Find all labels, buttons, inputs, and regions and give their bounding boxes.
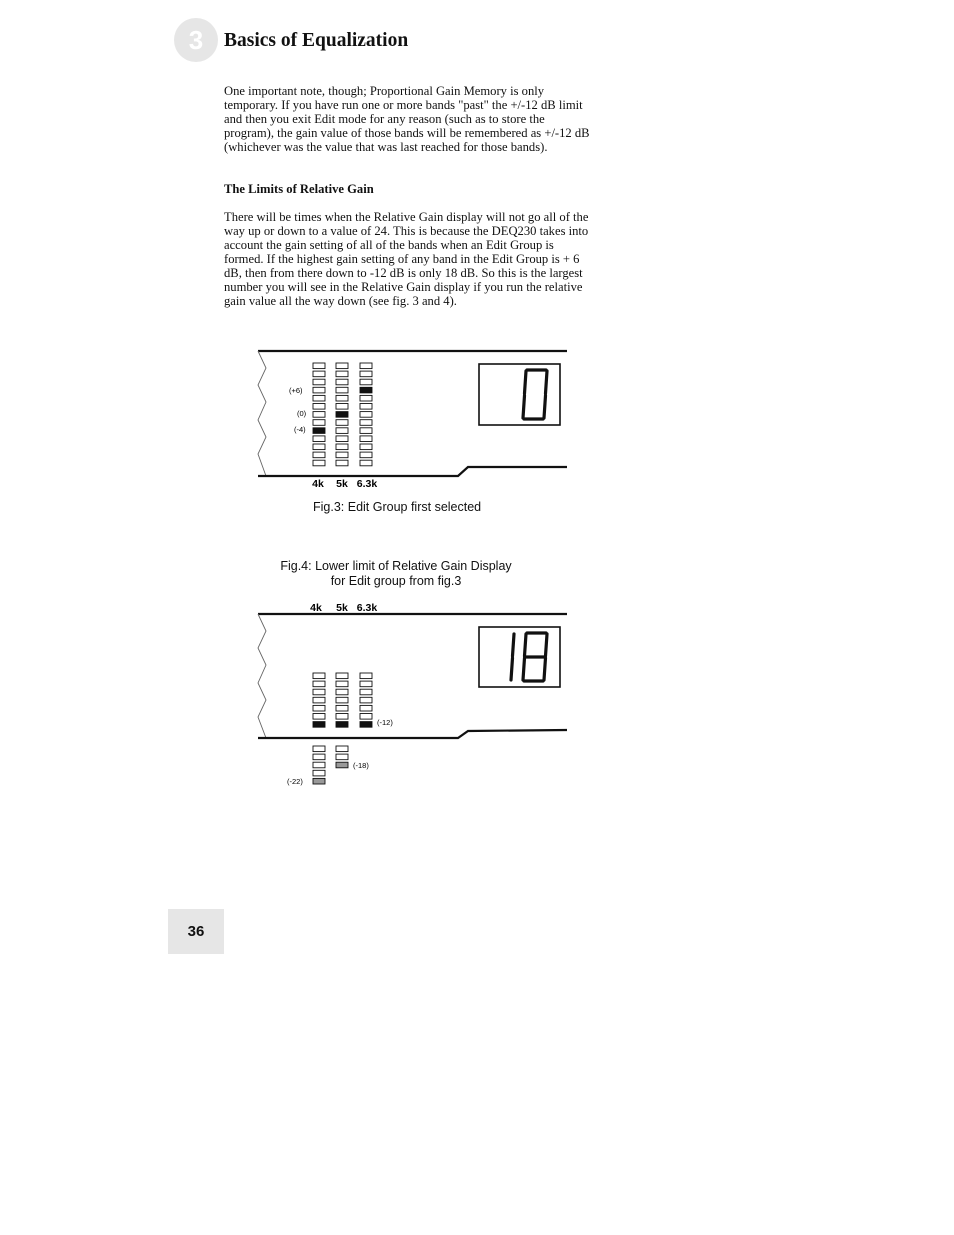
led-segment (336, 681, 348, 687)
led-segment (313, 714, 325, 720)
fig4-caption (276, 559, 516, 588)
page-number: 36 (187, 923, 205, 940)
led-segment (313, 395, 325, 401)
led-segment (360, 722, 372, 728)
fig4-caption-line1: Fig.4: Lower limit of Relative Gain Display (280, 559, 512, 573)
led-segment (336, 697, 348, 703)
fig3-diagram (258, 351, 567, 490)
digit-segment (546, 371, 548, 394)
fig4-label-minus12: (-12) (377, 718, 393, 727)
led-segment (360, 673, 372, 679)
led-segment (336, 379, 348, 385)
led-segment (336, 714, 348, 720)
led-segment (360, 444, 372, 450)
digit-segment (523, 658, 525, 680)
led-segment (360, 428, 372, 434)
led-segment (336, 722, 348, 728)
led-segment (336, 673, 348, 679)
led-segment (313, 428, 325, 434)
led-segment (313, 746, 325, 752)
digit-segment (525, 634, 527, 656)
fig3-label-minus4: (-4) (294, 425, 306, 434)
led-segment (313, 754, 325, 760)
led-segment (313, 387, 325, 393)
led-segment (336, 420, 348, 426)
led-segment (360, 705, 372, 711)
led-segment (336, 444, 348, 450)
led-segment (336, 762, 348, 768)
led-segment (313, 722, 325, 728)
led-segment (313, 689, 325, 695)
fig4-diagram (258, 602, 567, 786)
led-segment (313, 705, 325, 711)
led-segment (313, 371, 325, 377)
led-segment (313, 762, 325, 768)
led-segment (360, 689, 372, 695)
digit-segment (544, 658, 546, 680)
fig3-label-plus6: (+6) (289, 386, 303, 395)
digit-segment (546, 634, 548, 656)
fig4-band-4k: 4k (310, 602, 322, 614)
digit-segment (511, 658, 513, 680)
section-heading: The Limits of Relative Gain (224, 182, 374, 196)
led-segment (360, 363, 372, 369)
led-segment (336, 371, 348, 377)
fig4-label-minus22: (-22) (287, 777, 303, 786)
fig4-label-minus18: (-18) (353, 761, 369, 770)
led-segment (313, 778, 325, 784)
digit-segment (544, 396, 546, 419)
led-segment (336, 395, 348, 401)
led-segment (360, 387, 372, 393)
led-segment (336, 705, 348, 711)
fig3-band-4k: 4k (312, 478, 324, 490)
led-segment (360, 436, 372, 442)
led-segment (360, 404, 372, 410)
fig3-label-zero: (0) (297, 409, 307, 418)
led-segment (360, 420, 372, 426)
digit-segment (525, 371, 527, 394)
led-segment (336, 412, 348, 418)
led-segment (336, 689, 348, 695)
led-segment (313, 363, 325, 369)
paragraph-relative-gain: There will be times when the Relative Gain display will not go all of the way up or down to a value of 24. This is because the DEQ230 takes into account the gain setting of all of the bands when an Edit Group is formed. If the highest gain setting of any band in the Edit Group is + 6 dB, then from there down to -12 dB is only 18 dB. So this is the largest number you will see in the Relative Gain display if you run the relative gain value all the way down (see fig. 3 and 4). (224, 210, 589, 308)
led-segment (360, 714, 372, 720)
led-segment (336, 436, 348, 442)
page-number-box (168, 909, 224, 954)
fig3-caption: Fig.3: Edit Group first selected (313, 500, 482, 514)
fig3-band-6-3k: 6.3k (356, 478, 378, 490)
chapter-number: 3 (188, 25, 204, 55)
led-segment (313, 420, 325, 426)
led-segment (336, 754, 348, 760)
fig3-led-meters (313, 363, 372, 466)
led-segment (313, 436, 325, 442)
led-segment (360, 452, 372, 458)
led-segment (313, 697, 325, 703)
led-segment (313, 770, 325, 776)
led-segment (336, 460, 348, 466)
led-segment (360, 460, 372, 466)
fig4-band-6-3k: 6.3k (356, 602, 378, 614)
led-segment (336, 746, 348, 752)
led-segment (360, 697, 372, 703)
led-segment (313, 444, 325, 450)
led-segment (313, 452, 325, 458)
led-segment (360, 395, 372, 401)
fig4-band-5k: 5k (336, 602, 348, 614)
led-segment (313, 460, 325, 466)
digit-segment (523, 396, 525, 419)
led-segment (360, 412, 372, 418)
led-segment (313, 673, 325, 679)
led-segment (336, 363, 348, 369)
led-segment (336, 387, 348, 393)
led-segment (313, 681, 325, 687)
digit-segment (513, 634, 515, 656)
fig3-band-5k: 5k (336, 478, 348, 490)
led-segment (360, 681, 372, 687)
led-segment (360, 371, 372, 377)
page-title: Basics of Equalization (224, 30, 409, 51)
led-segment (313, 412, 325, 418)
led-segment (360, 379, 372, 385)
led-segment (336, 404, 348, 410)
led-segment (313, 379, 325, 385)
led-segment (336, 428, 348, 434)
paragraph-proportional-gain: One important note, though; Proportional Gain Memory is only temporary. If you have run one or more bands "past" the +/-12 dB limit and then you exit Edit mode for any reason (such as to store the program), the gain value of those bands will be remembered as +/-12 dB (whichever was the value that was last reached for those bands). (224, 84, 590, 154)
fig4-caption-line2: for Edit group from fig.3 (330, 573, 462, 588)
led-segment (313, 404, 325, 410)
led-segment (336, 452, 348, 458)
